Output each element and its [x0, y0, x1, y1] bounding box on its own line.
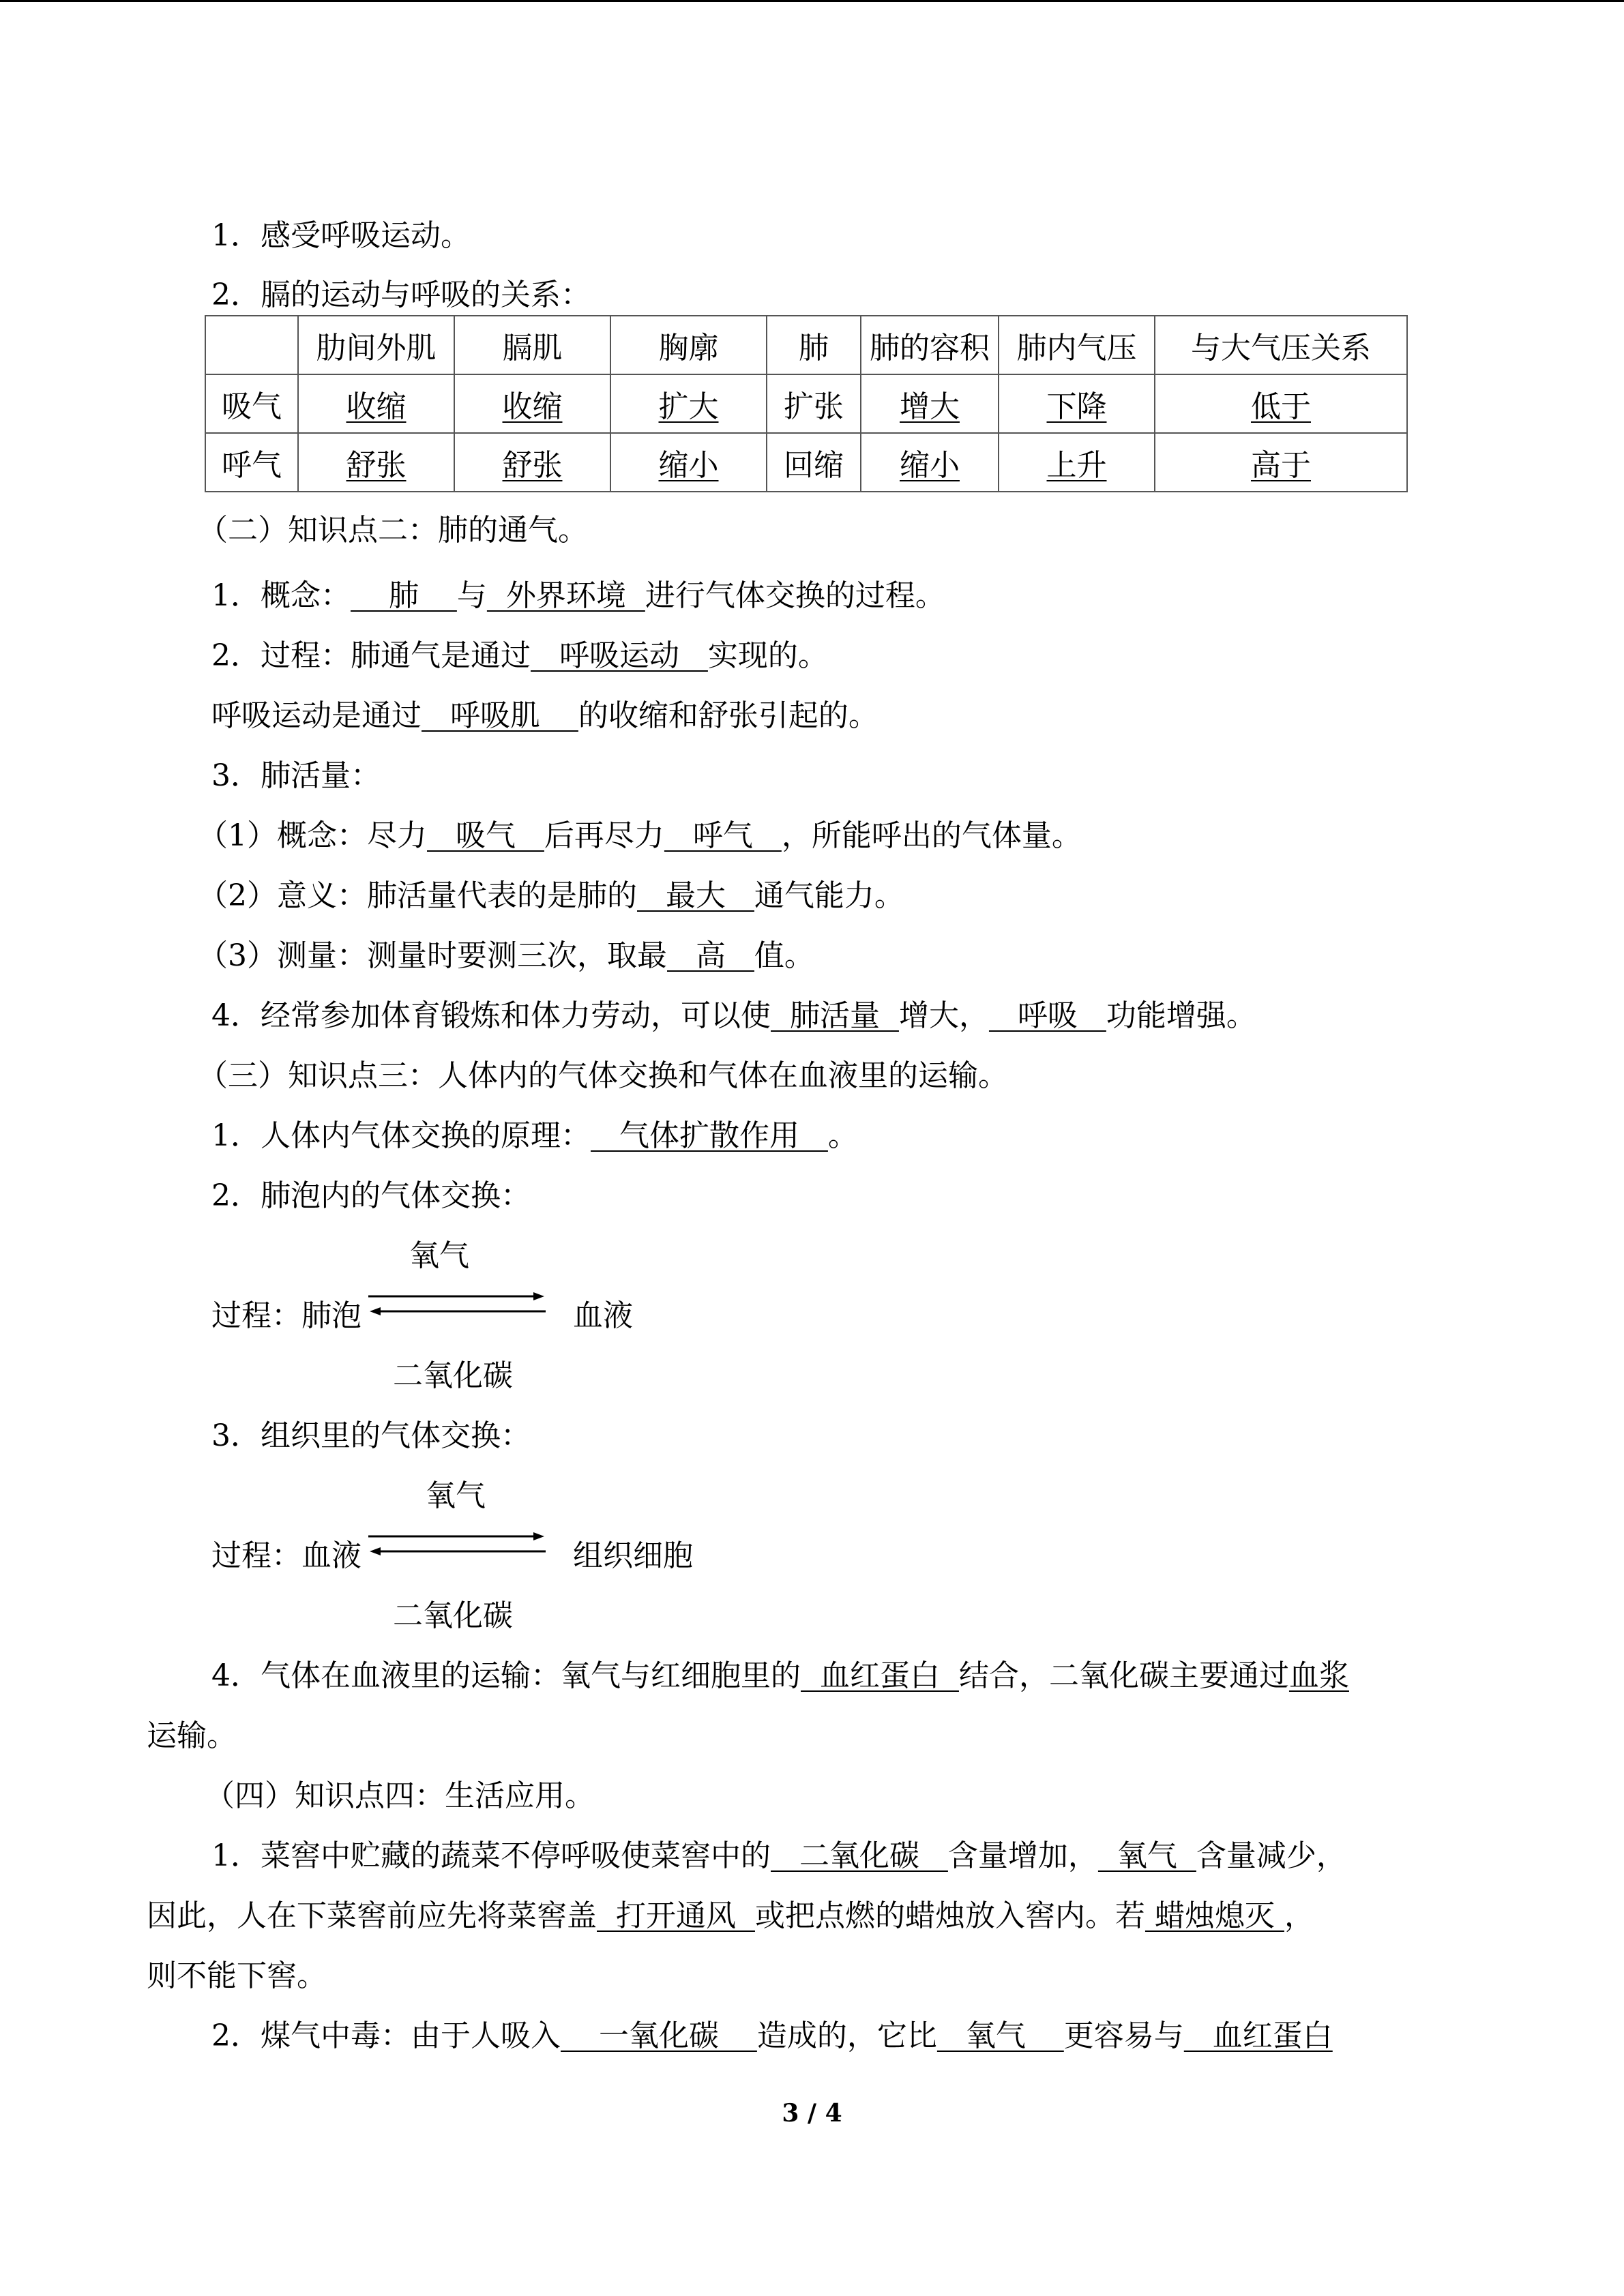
table-header-cell: 肋间外肌	[298, 316, 454, 374]
table-header-cell: 肺的容积	[861, 316, 999, 374]
breathing-table	[205, 315, 1408, 492]
page-number: 3 / 4	[782, 2099, 842, 2128]
table-cell: 高于	[1251, 448, 1311, 483]
process-line: 2．过程：肺通气是通过 呼吸运动 实现的。	[211, 638, 828, 673]
item-diaphragm-relation: 2．膈的运动与呼吸的关系：	[211, 278, 591, 312]
page-top-border	[0, 0, 1624, 2]
table-header-cell: 肺内气压	[999, 316, 1155, 374]
heading-knowledge-3: （三）知识点三：人体内的气体交换和气体在血液里的运输。	[198, 1058, 1008, 1093]
vital-meaning-line: （2）意义：肺活量代表的是肺的 最大 通气能力。	[198, 878, 904, 913]
table-cell: 收缩	[502, 389, 563, 424]
alveoli-bottom-label: 二氧化碳	[393, 1358, 513, 1393]
process-line-2: 呼吸运动是通过 呼吸肌 的收缩和舒张引起的。	[211, 698, 879, 733]
table-cell: 扩张	[767, 374, 861, 433]
tissue-top-label: 氧气	[426, 1478, 486, 1513]
alveoli-top-label: 氧气	[409, 1238, 469, 1273]
item-feel-breathing: 1．感受呼吸运动。	[211, 218, 471, 253]
table-cell: 扩大	[658, 389, 719, 424]
transport-line: 4．气体在血液里的运输：氧气与红细胞里的 血红蛋白 结合，二氧化碳主要通过血浆	[211, 1658, 1349, 1693]
table-header-cell	[205, 316, 298, 374]
gas-poisoning-line: 2．煤气中毒：由于人吸入 一氧化碳 造成的，它比 氧气 更容易与 血红蛋白	[211, 2018, 1333, 2053]
exercise-line: 4．经常参加体育锻炼和体力劳动，可以使 肺活量 增大， 呼吸 功能增强。	[211, 998, 1256, 1033]
table-cell: 缩小	[900, 448, 960, 483]
tissue-bottom-label: 二氧化碳	[393, 1598, 513, 1633]
transport-line-2: 运输。	[147, 1718, 237, 1753]
table-cell: 缩小	[658, 448, 719, 483]
table-cell: 收缩	[346, 389, 407, 424]
table-cell: 回缩	[767, 433, 861, 492]
table-header-cell: 胸廓	[610, 316, 767, 374]
table-cell: 舒张	[502, 448, 563, 483]
vital-measure-line: （3）测量：测量时要测三次，取最 高 值。	[198, 938, 814, 973]
table-row-inhale	[205, 374, 1407, 433]
double-arrow-icon	[368, 1530, 546, 1557]
table-cell: 下降	[1046, 389, 1107, 424]
table-row-exhale	[205, 433, 1407, 492]
vital-capacity-title: 3．肺活量：	[211, 758, 381, 793]
table-cell: 增大	[900, 389, 960, 424]
table-header-cell: 膈肌	[454, 316, 610, 374]
heading-knowledge-4: （四）知识点四：生活应用。	[205, 1778, 595, 1813]
cellar-line-2: 因此，人在下菜窖前应先将菜窖盖 打开通风 或把点燃的蜡烛放入窖内。若 蜡烛熄灭 ，	[147, 1898, 1314, 1933]
tissue-exchange-title: 3．组织里的气体交换：	[211, 1418, 531, 1453]
alveoli-exchange-title: 2．肺泡内的气体交换：	[211, 1178, 531, 1213]
table-cell: 舒张	[346, 448, 407, 483]
table-cell: 低于	[1251, 389, 1311, 424]
heading-knowledge-2: （二）知识点二：肺的通气。	[198, 513, 588, 548]
tissue-right-label: 组织细胞	[573, 1538, 693, 1573]
cellar-line-1: 1．菜窖中贮藏的蔬菜不停呼吸使菜窖中的 二氧化碳 含量增加， 氧气 含量减少，	[211, 1838, 1346, 1873]
alveoli-left-label: 过程：肺泡	[211, 1298, 361, 1333]
concept-line: 1．概念： 肺 与 外界环境 进行气体交换的过程。	[211, 578, 945, 613]
table-header-row	[205, 316, 1407, 374]
cellar-line-3: 则不能下窖。	[147, 1958, 327, 1993]
table-cell: 吸气	[205, 374, 298, 433]
table-cell: 上升	[1046, 448, 1107, 483]
vital-concept-line: （1）概念：尽力 吸气 后再尽力 呼气 ，所能呼出的气体量。	[198, 818, 1082, 853]
table-cell: 呼气	[205, 433, 298, 492]
table-header-cell: 与大气压关系	[1155, 316, 1407, 374]
table-header-cell: 肺	[767, 316, 861, 374]
double-arrow-icon	[368, 1290, 546, 1317]
principle-line: 1．人体内气体交换的原理： 气体扩散作用 。	[211, 1118, 858, 1153]
tissue-left-label: 过程：血液	[211, 1538, 361, 1573]
alveoli-right-label: 血液	[573, 1298, 633, 1333]
